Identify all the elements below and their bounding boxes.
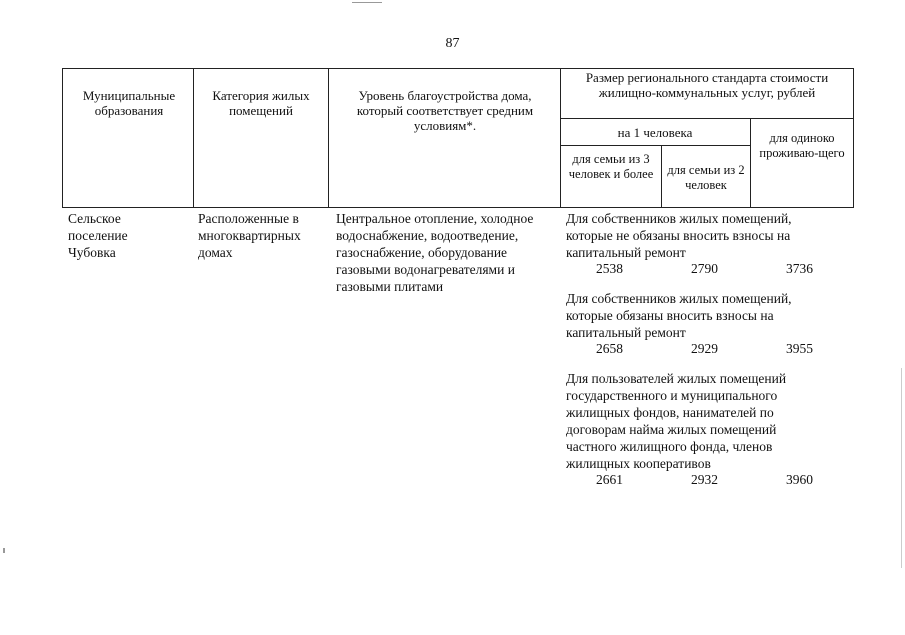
header-category: Категория жилых помещений bbox=[212, 88, 310, 118]
header-family2: для семьи из 2 человек bbox=[667, 163, 745, 192]
header-standard: Размер регионального стандарта стоимости жилищно-коммунальных услуг, рублей bbox=[585, 70, 829, 100]
value-family3-1: 2538 bbox=[596, 261, 623, 276]
scan-mark-right bbox=[901, 368, 902, 568]
value-single-3: 3960 bbox=[786, 472, 813, 487]
value-single-1: 3736 bbox=[786, 261, 813, 276]
housing-category: Расположенные в многоквартирных домах bbox=[198, 211, 301, 260]
value-single-2: 3955 bbox=[786, 341, 813, 356]
header-single: для одиноко проживаю-щего bbox=[759, 131, 845, 160]
header-per-person: на 1 человека bbox=[617, 125, 693, 140]
value-family3-2: 2658 bbox=[596, 341, 623, 356]
header-top-border bbox=[62, 68, 854, 69]
col-divider-1 bbox=[193, 68, 194, 208]
col-divider-3 bbox=[560, 68, 561, 208]
scan-mark-top bbox=[352, 2, 382, 3]
col-divider-2 bbox=[328, 68, 329, 208]
municipality-name: Сельское поселение Чубовка bbox=[68, 211, 128, 260]
header-municipal: Муниципальные образования bbox=[82, 88, 176, 118]
standard-subheader-divider bbox=[560, 118, 854, 119]
header-left-border bbox=[62, 68, 63, 208]
header-right-border bbox=[853, 68, 854, 208]
header-family3: для семьи из 3 человек и более bbox=[568, 152, 654, 181]
value-family2-1: 2790 bbox=[691, 261, 718, 276]
group-label-2: Для собственников жилых помещений, которые обязаны вносить взносы на капитальный ремонт bbox=[566, 291, 792, 340]
comfort-level: Центральное отопление, холодное водоснабжение, водоотведение, газоснабжение, оборудование газовыми водонагревателями и газовыми плитами bbox=[336, 211, 534, 294]
value-family2-2: 2929 bbox=[691, 341, 718, 356]
table-header bbox=[62, 68, 854, 208]
value-family3-3: 2661 bbox=[596, 472, 623, 487]
header-level: Уровень благоустройства дома, который соответствует средним условиям*. bbox=[356, 88, 534, 133]
group-label-3: Для пользователей жилых помещений государственного и муниципального жилищных фондов, нанимателей по договорам найма жилых помещений частного жилищного фонда, членов жилищных кооперативов bbox=[566, 371, 787, 471]
value-family2-3: 2932 bbox=[691, 472, 718, 487]
col-divider-4 bbox=[661, 146, 662, 208]
scan-mark-left bbox=[3, 548, 5, 553]
per-person-divider bbox=[560, 145, 750, 146]
group-label-1: Для собственников жилых помещений, которые не обязаны вносить взносы на капитальный ремонт bbox=[566, 211, 792, 260]
page-number: 87 bbox=[445, 36, 460, 51]
col-divider-5 bbox=[750, 118, 751, 208]
header-bottom-border bbox=[62, 207, 854, 208]
